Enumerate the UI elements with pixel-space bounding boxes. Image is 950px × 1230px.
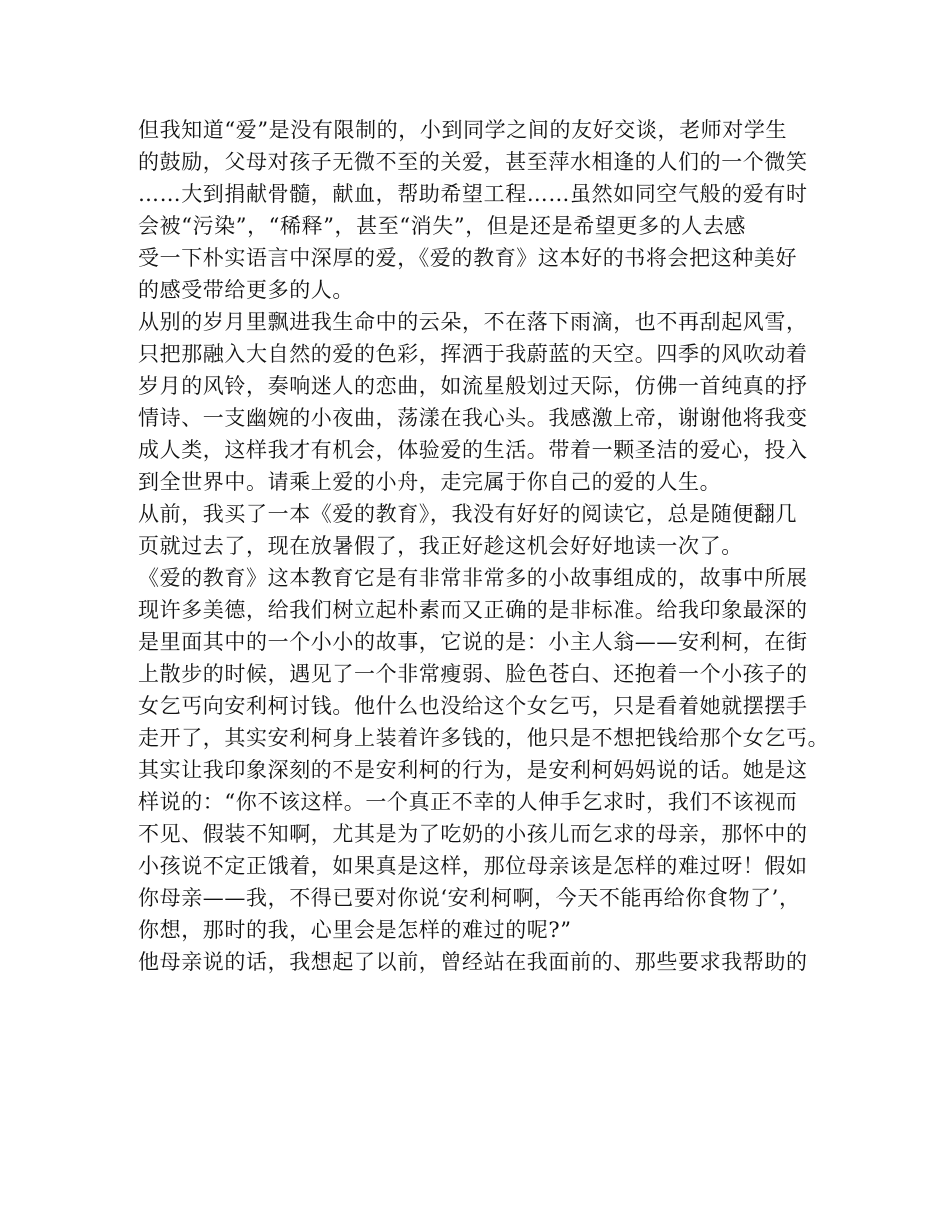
text-line: 页就过去了，现在放暑假了，我正好趁这机会好好地读一次了。 [138,534,743,558]
text-line: 现许多美德，给我们树立起朴素而又正确的是非标准。给我印象最深的 [138,598,808,622]
text-line: 你想，那时的我，心里会是怎样的难过的呢?” [138,918,572,942]
text-line: 是里面其中的一个小小的故事，它说的是：小主人翁——安利柯，在街 [138,630,808,654]
text-line: 受一下朴实语言中深厚的爱，《爱的教育》这本好的书将会把这种美好 [138,246,798,270]
document-text [138,114,828,978]
text-line: 到全世界中。请乘上爱的小舟，走完属于你自己的爱的人生。 [138,470,722,494]
text-line: 情诗、一支幽婉的小夜曲，荡漾在我心头。我感激上帝，谢谢他将我变 [138,406,808,430]
text-line: 只把那融入大自然的爱的色彩，挥洒于我蔚蓝的天空。四季的风吹动着 [138,342,808,366]
text-line: 样说的：“你不该这样。一个真正不幸的人伸手乞求时，我们不该视而 [138,790,798,814]
text-line: 从别的岁月里飘进我生命中的云朵，不在落下雨滴，也不再刮起风雪， [138,310,808,334]
text-line: 会被“污染”，“稀释”，甚至“消失”，但是还是希望更多的人去感 [138,214,747,238]
text-line: 上散步的时候，遇见了一个非常瘦弱、脸色苍白、还抱着一个小孩子的 [138,662,808,686]
text-line: 其实让我印象深刻的不是安利柯的行为，是安利柯妈妈说的话。她是这 [138,758,808,782]
text-line: 但我知道“爱”是没有限制的，小到同学之间的友好交谈，老师对学生 [138,118,788,142]
text-line: 小孩说不定正饿着，如果真是这样，那位母亲该是怎样的难过呀！假如 [138,854,808,878]
text-line: 你母亲——我，不得已要对你说‘安利柯啊，今天不能再给你食物了’， [138,886,801,910]
text-line: 的鼓励，父母对孩子无微不至的关爱，甚至萍水相逢的人们的一个微笑 [138,150,808,174]
text-line: 从前，我买了一本《爱的教育》，我没有好好的阅读它，总是随便翻几 [138,502,798,526]
text-line: 女乞丐向安利柯讨钱。他什么也没给这个女乞丐，只是看着她就摆摆手 [138,694,808,718]
text-line: 走开了，其实安利柯身上装着许多钱的，他只是不想把钱给那个女乞丐。 [138,726,830,750]
text-line: 成人类，这样我才有机会，体验爱的生活。带着一颗圣洁的爱心，投入 [138,438,808,462]
text-line: 岁月的风铃，奏响迷人的恋曲，如流星般划过天际，仿佛一首纯真的抒 [138,374,808,398]
text-line: 他母亲说的话，我想起了以前，曾经站在我面前的、那些要求我帮助的 [138,950,808,974]
text-line: 不见、假装不知啊，尤其是为了吃奶的小孩儿而乞求的母亲，那怀中的 [138,822,808,846]
text-line: 的感受带给更多的人。 [138,278,354,302]
text-line: ……大到捐献骨髓，献血，帮助希望工程……虽然如同空气般的爱有时 [138,182,808,206]
text-line: 《爱的教育》这本教育它是有非常非常多的小故事组成的，故事中所展 [138,566,808,590]
